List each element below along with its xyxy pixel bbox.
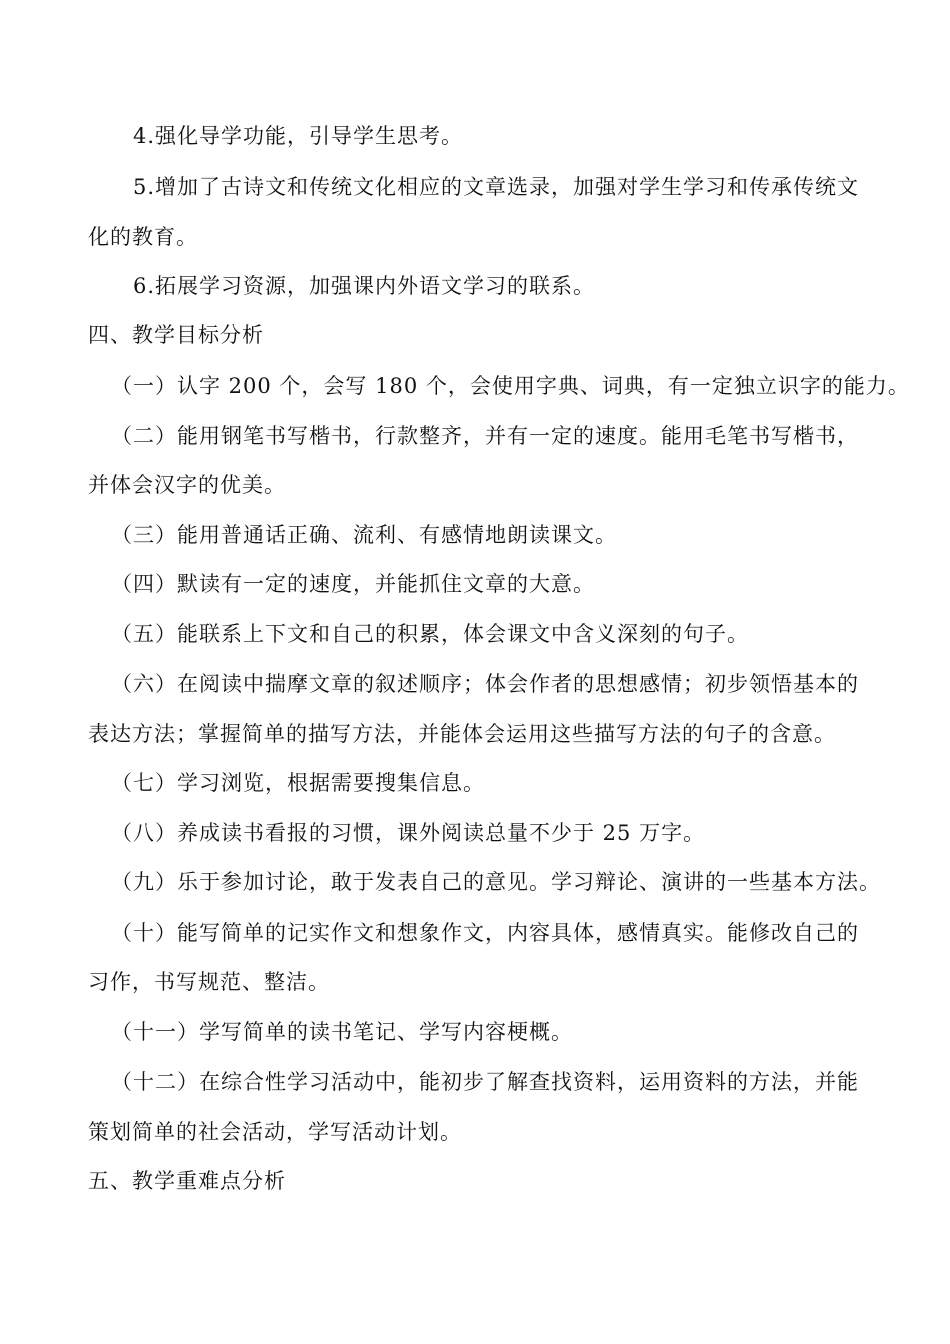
paragraph-line: （四）默读有一定的速度，并能抓住文章的大意。 xyxy=(111,572,595,596)
paragraph-line: （二）能用钢笔书写楷书，行款整齐，并有一定的速度。能用毛笔书写楷书， xyxy=(111,424,859,448)
paragraph-line: （十）能写简单的记实作文和想象作文，内容具体，感情真实。能修改自己的 xyxy=(111,921,859,945)
paragraph-line: （八）养成读书看报的习惯，课外阅读总量不少于 25 万字。 xyxy=(111,821,706,845)
paragraph-line: 5.增加了古诗文和传统文化相应的文章选录，加强对学生学习和传承传统文 xyxy=(133,175,860,199)
paragraph-line: （十一）学写简单的读书笔记、学写内容梗概。 xyxy=(111,1020,573,1044)
paragraph-line: 6.拓展学习资源，加强课内外语文学习的联系。 xyxy=(133,274,596,298)
paragraph-line: 并体会汉字的优美。 xyxy=(88,473,286,497)
paragraph-line: （六）在阅读中揣摩文章的叙述顺序；体会作者的思想感情；初步领悟基本的 xyxy=(111,672,859,696)
paragraph-line: 习作，书写规范、整洁。 xyxy=(88,970,330,994)
paragraph-line: （九）乐于参加讨论，敢于发表自己的意见。学习辩论、演讲的一些基本方法。 xyxy=(111,870,881,894)
paragraph-line: （一）认字 200 个，会写 180 个，会使用字典、词典，有一定独立识字的能力。 xyxy=(111,374,910,398)
paragraph-line: 表达方法；掌握简单的描写方法，并能体会运用这些描写方法的句子的含意。 xyxy=(88,722,836,746)
section-heading: 五、教学重难点分析 xyxy=(88,1169,286,1193)
paragraph-line: （三）能用普通话正确、流利、有感情地朗读课文。 xyxy=(111,523,617,547)
paragraph-line: （五）能联系上下文和自己的积累，体会课文中含义深刻的句子。 xyxy=(111,622,749,646)
paragraph-line: 策划简单的社会活动，学写活动计划。 xyxy=(88,1120,462,1144)
paragraph-line: （七）学习浏览，根据需要搜集信息。 xyxy=(111,771,485,795)
section-heading: 四、教学目标分析 xyxy=(88,323,264,347)
paragraph-line: 化的教育。 xyxy=(88,225,198,249)
paragraph-line: 4.强化导学功能，引导学生思考。 xyxy=(133,124,464,148)
paragraph-line: （十二）在综合性学习活动中，能初步了解查找资料，运用资料的方法，并能 xyxy=(111,1070,859,1094)
